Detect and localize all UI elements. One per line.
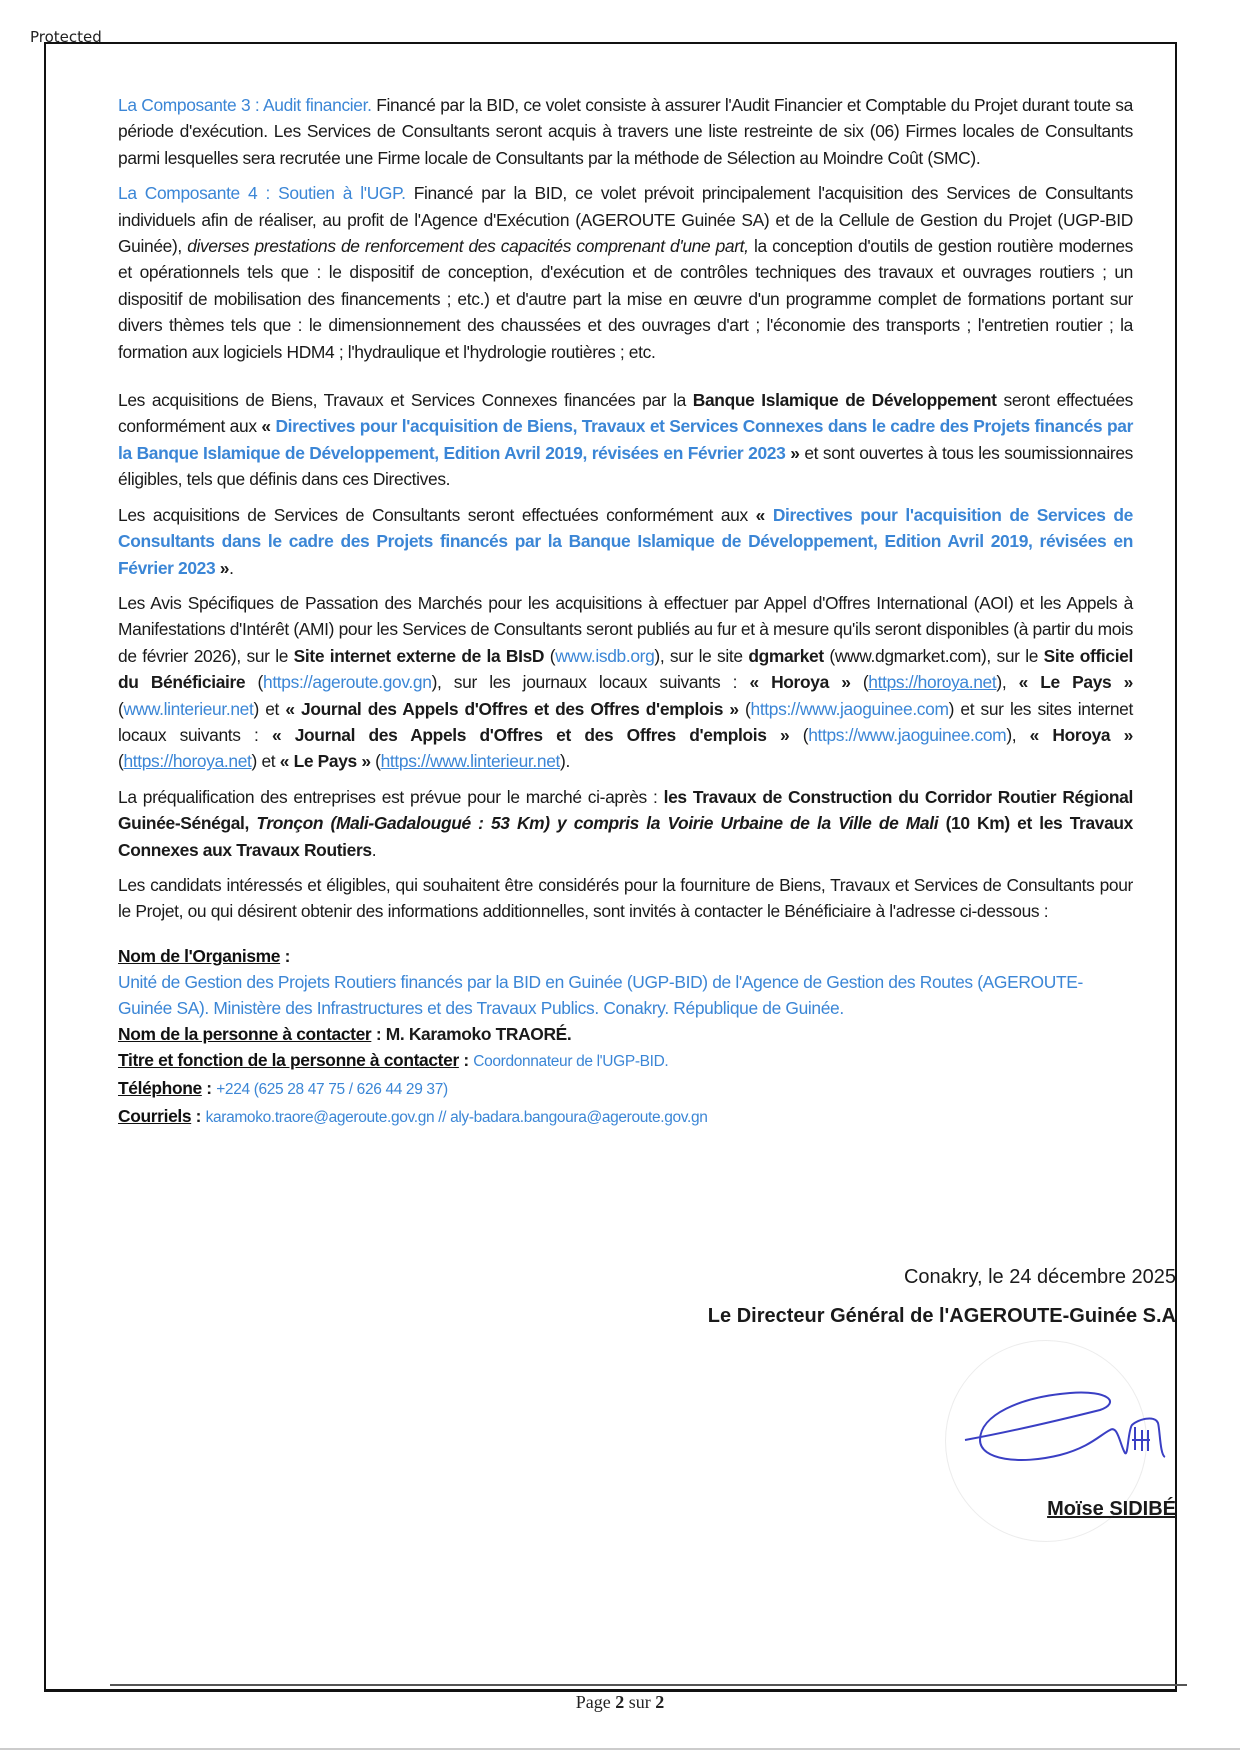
separator: : [371,1023,386,1044]
link-horoya[interactable]: https://horoya.net [868,672,997,693]
phone-label: Téléphone [118,1077,202,1098]
jao-label: « Journal des Appels d'Offres et des Offres d'emplois » [271,724,790,745]
separator: : [280,945,291,966]
title-row [118,1047,1133,1075]
acquisitions-biens-paragraph [118,387,1133,493]
directive-biens-title: Directives pour l'acquisition de Biens, Travaux et Services Connexes dans le cadre des Projets financés par la Banque Islamique de Développement, Edition Avril 2019, révisées en Février 2023 [118,416,1133,463]
text: ), [996,672,1019,693]
text: ) et [251,751,280,772]
email-label: Courriels [118,1105,192,1126]
text: La préqualification des entreprises est prévue pour le marché ci-après : [118,786,664,807]
text: et sont ouvertes à tous les soumissionnaires éligibles, tels que définis dans ces Directives. [118,442,1133,490]
text: seront effectuées conformément aux [118,390,1133,437]
avis-paragraph [118,590,1133,775]
composante-4-paragraph [118,180,1133,365]
text: ( [850,672,869,693]
text: . [371,839,377,860]
contact-block [118,943,1133,1131]
page-current: 2 [615,1692,625,1712]
dgmarket-label: dgmarket [748,645,824,666]
person-value: M. Karamoko TRAORÉ. [385,1023,572,1044]
link-linterieur[interactable]: https://www.linterieur.net [380,751,560,772]
text: ( [738,698,751,719]
link-linterieur[interactable]: www.linterieur.net [123,698,254,719]
org-row [118,943,1133,969]
org-value: Unité de Gestion des Projets Routiers financés par la BID en Guinée (UGP-BID) de l'Agence de Gestion des Routes (AGEROUTE-Guinée SA). Ministère des Infrastructures et des Travaux Publics. Conakry. République de Guinée. [118,971,1083,1018]
org-label: Nom de l'Organisme [118,945,281,966]
prequalification-paragraph [118,784,1133,863]
document-body [118,92,1133,1131]
text: Les Avis Spécifiques de Passation des Marchés pour les acquisitions à effectuer par Appel d'Offres International (AOI) et les Appels à Manifestations d'Intérêt (AMI) pour les Services de Consultants seront publiés au fur et à mesure qu'ils seront disponibles (à partir du mois de février 2026), sur le [118,592,1133,666]
text: ), sur le site [654,645,749,666]
email-divider: // [434,1108,451,1126]
quote-open: « [755,504,773,525]
text: . [229,557,234,578]
separator: : [201,1077,217,1098]
composante-3-paragraph [118,92,1133,171]
text: ( [544,645,556,666]
signer-name: Moïse SIDIBÉ [1047,1498,1176,1520]
page-number [0,1692,1240,1713]
email-link-bangoura[interactable]: aly-badara.bangoura@ageroute.gov.gn [450,1108,708,1126]
composante-4-text-cont: la conception d'outils de gestion routière modernes et opérationnels tels que : le dispositif de conception, d'exécution et de contrôles techniques des travaux et ouvrages routiers ; un dispositif de mobilisation des financements ; etc.) et d'autre part la mise en œuvre d'un programme complet de formations portant sur divers thèmes tels que : le dimensionnement des chaussées et des ouvrages d'art ; l'économie des transports ; l'entretien routier ; la formation aux logiciels HDM4 ; l'hydraulique et l'hydrologie routières ; etc. [118,236,1133,362]
page-of: sur [624,1692,656,1712]
le-pays-label: « Le Pays » [1018,672,1133,693]
title-value: Coordonnateur de l'UGP-BID. [473,1052,669,1070]
le-pays-label: « Le Pays » [279,751,371,772]
market-title: les Travaux de Construction du Corridor Routier Régional Guinée-Sénégal, [118,786,1133,834]
jao-label: « Journal des Appels d'Offres et des Offres d'emplois » [285,698,739,719]
composante-4-title: La Composante 4 : Soutien à l'UGP. [118,183,406,204]
composante-4-italic-text: diverses prestations de renforcement des capacités comprenant d'une part, [187,236,749,257]
site-bisd-label: Site internet externe de la BIsD [293,645,545,666]
title-label: Titre et fonction de la personne à contacter [118,1049,459,1070]
footer-divider [110,1684,1187,1686]
page-total: 2 [655,1692,665,1712]
email-row [118,1103,1133,1131]
composante-4-text: Financé par la BID, ce volet prévoit principalement l'acquisition des Services de Consultants individuels afin de réaliser, au profit de l'Agence d'Exécution (AGEROUTE Guinée SA) et de la Cellule de Gestion du Projet (UGP-BID Guinée), [118,183,1133,257]
phone-value: +224 (625 28 47 75 / 626 44 29 37) [216,1080,448,1098]
horoya-label: « Horoya » [749,672,851,693]
link-horoya[interactable]: https://horoya.net [123,751,252,772]
phone-row [118,1075,1133,1103]
bank-name: Banque Islamique de Développement [692,390,997,411]
text: ( [370,751,381,772]
separator: : [191,1105,206,1126]
market-section: Tronçon (Mali-Gadalougué : 53 Km) y compris la Voirie Urbaine de la Ville de Mali [256,813,939,834]
person-row [118,1021,1133,1047]
link-ageroute[interactable]: https://ageroute.gov.gn [263,672,432,693]
email-link-traore[interactable]: karamoko.traore@ageroute.gov.gn [205,1108,435,1126]
text: ), sur les journaux locaux suivants : [431,672,750,693]
person-label: Nom de la personne à contacter [118,1023,372,1044]
quote-close: » [215,557,230,578]
market-title-cont: (10 Km) et les Travaux Connexes aux Travaux Routiers [118,813,1134,860]
composante-3-text: Financé par la BID, ce volet consiste à assurer l'Audit Financier et Comptable du Projet durant toute sa période d'exécution. Les Services de Consultants seront acquis à travers une liste restreinte de six (06) Firmes locales de Consultants parmi lesquelles sera recrutée une Firme locale de Consultants par la méthode de Sélection au Moindre Coût (SMC). [118,95,1133,168]
candidats-paragraph [118,872,1133,925]
text: ( [118,698,124,719]
protected-label: Protected [30,28,102,46]
site-beneficiaire-label: Site officiel du Bénéficiaire [118,645,1133,693]
text: Les acquisitions de Biens, Travaux et Services Connexes financées par la [118,390,693,411]
scan-edge [0,1748,1240,1750]
text: ) et [253,698,286,719]
composante-3-title: La Composante 3 : Audit financier. [118,95,372,115]
signature-icon [960,1385,1180,1495]
text: ( [245,672,263,693]
separator: : [458,1049,474,1070]
page-label: Page [575,1692,616,1712]
text: ( [789,724,809,745]
acquisitions-consultants-paragraph [118,502,1133,581]
link-jaoguinee[interactable]: https://www.jaoguinee.com [808,724,1007,745]
text: (www.dgmarket.com), sur le [823,645,1044,666]
text: Les acquisitions de Services de Consultants seront effectuées conformément aux [118,504,756,525]
directive-consultants-title: Directives pour l'acquisition de Services de Consultants dans le cadre des Projets financés par la Banque Islamique de Développement, Edition Avril 2019, révisées en Février 2023 [118,504,1133,578]
signatory-title: Le Directeur Général de l'AGEROUTE-Guinée S.A [707,1305,1176,1327]
place-date: Conakry, le 24 décembre 2025 [903,1266,1176,1288]
text: ( [118,751,124,772]
text: Les candidats intéressés et éligibles, qui souhaitent être considérés pour la fourniture de Biens, Travaux et Services de Consultants pour le Projet, ou qui désirent obtenir des informations additionnelles, sont invités à contacter le Bénéficiaire à l'adresse ci-dessous : [118,874,1133,922]
horoya-label: « Horoya » [1029,724,1133,745]
quote-close: » [785,442,800,463]
text: ), [1006,724,1030,745]
link-jaoguinee[interactable]: https://www.jaoguinee.com [750,698,949,719]
link-isdb[interactable]: www.isdb.org [555,645,655,666]
quote-open: « [261,416,276,437]
text: ). [560,751,570,772]
text: ) et sur les sites internet locaux suivants : [118,698,1133,745]
